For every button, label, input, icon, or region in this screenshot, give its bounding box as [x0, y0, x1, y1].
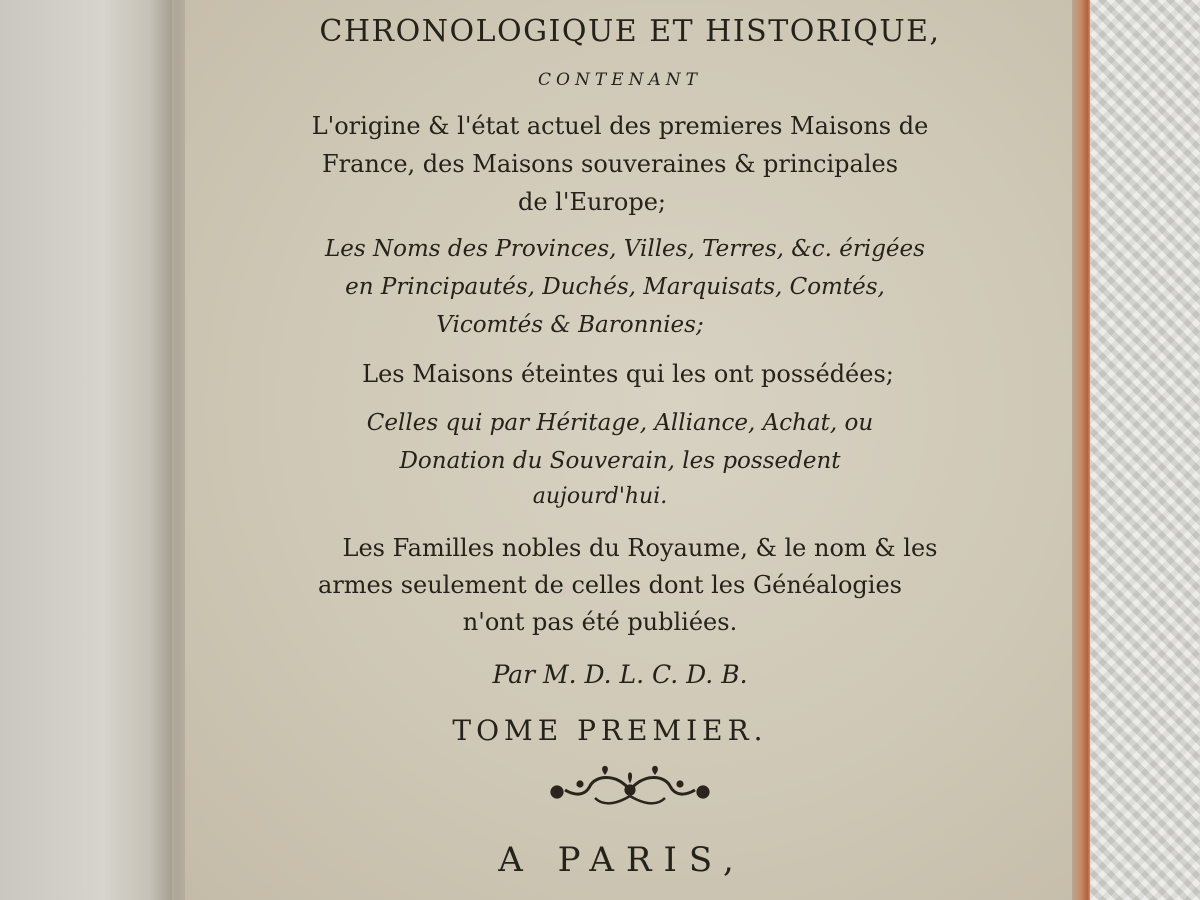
section-celles-line-3: aujourd'hui.	[532, 484, 668, 509]
title-line: CHRONOLOGIQUE ET HISTORIQUE,	[319, 14, 941, 49]
floral-vignette-icon	[535, 762, 725, 812]
section-origine-line-3: de l'Europe;	[517, 188, 667, 216]
contenant-label: CONTENANT	[538, 70, 702, 90]
volume-title: TOME PREMIER.	[452, 714, 768, 747]
section-origine-line-2: France, des Maisons souveraines & principales	[321, 150, 899, 178]
section-noms-line-3: Vicomtés & Baronnies;	[436, 312, 704, 338]
section-familles-line-3: n'ont pas été publiées.	[462, 608, 738, 636]
tablecloth	[1090, 0, 1200, 900]
title-page-text	[185, 0, 1075, 900]
imprint-place: A PARIS,	[498, 840, 746, 880]
section-noms-line-1: Les Noms des Provinces, Villes, Terres, &c. érigées	[325, 236, 925, 262]
section-celles-line-1: Celles qui par Héritage, Alliance, Achat, ou	[366, 410, 874, 436]
section-familles-line-1: Les Familles nobles du Royaume, & le nom & les	[342, 534, 938, 562]
section-celles-line-2: Donation du Souverain, les possedent	[399, 448, 841, 474]
author-line: Par M. D. L. C. D. B.	[492, 660, 748, 689]
section-familles-line-2: armes seulement de celles dont les Généalogies	[318, 571, 902, 599]
section-maisons-eteintes: Les Maisons éteintes qui les ont possédées;	[362, 360, 894, 388]
section-origine-line-1: L'origine & l'état actuel des premieres Maisons de	[311, 112, 929, 140]
section-noms-line-2: en Principautés, Duchés, Marquisats, Comtés,	[345, 274, 885, 300]
left-page	[0, 0, 172, 900]
